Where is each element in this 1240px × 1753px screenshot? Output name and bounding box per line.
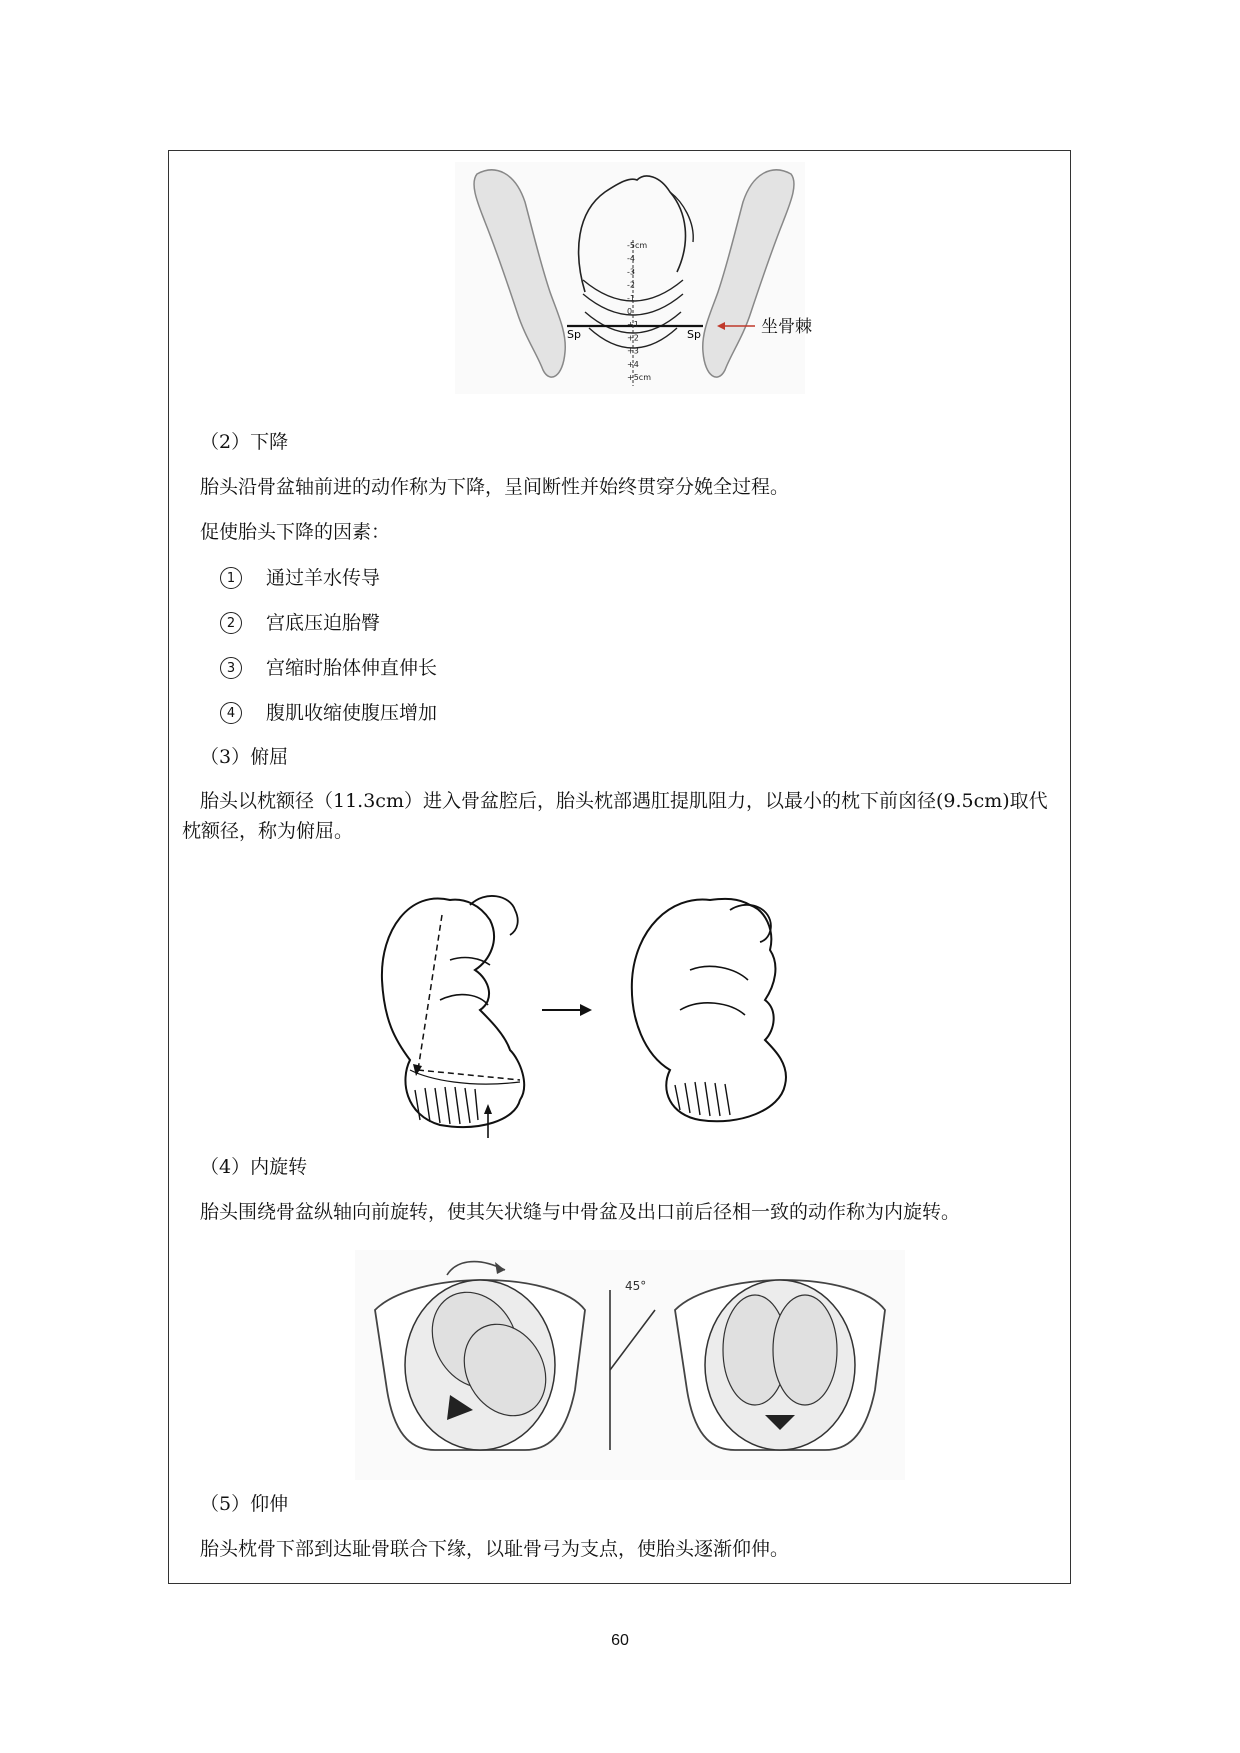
section5-heading: （5）仰伸 xyxy=(200,1493,289,1515)
section4-heading: （4）内旋转 xyxy=(200,1156,308,1178)
section5-para: 胎头枕骨下部到达耻骨联合下缘，以耻骨弓为支点，使胎头逐渐仰伸。 xyxy=(200,1538,790,1560)
list-item-text: 宫底压迫胎臀 xyxy=(266,612,381,634)
section3-heading: （3）俯屈 xyxy=(200,746,289,768)
list-item-text: 腹肌收缩使腹压增加 xyxy=(266,702,438,724)
section2-para1: 胎头沿骨盆轴前进的动作称为下降，呈间断性并始终贯穿分娩全过程。 xyxy=(200,476,790,498)
station-scale-label: 0 xyxy=(627,307,633,316)
station-scale-label: +1 xyxy=(627,320,639,330)
section3-para: 胎头以枕额径（11.3cm）进入骨盆腔后，胎头枕部遇肛提肌阻力，以最小的枕下前囟径(9.5cm)取代枕额径，称为俯屈。 xyxy=(182,790,1048,842)
station-scale-label: +2 xyxy=(627,333,639,343)
flexion-diagram xyxy=(370,870,890,1140)
callout-label: 坐骨棘 xyxy=(761,317,812,337)
list-item-text: 宫缩时胎体伸直伸长 xyxy=(266,657,438,679)
list-item-text: 通过羊水传导 xyxy=(266,567,381,589)
station-scale-label: +5cm xyxy=(627,373,651,382)
station-scale-label: +3 xyxy=(627,346,639,356)
section2-para2: 促使胎头下降的因素： xyxy=(200,521,391,543)
station-scale-label: -4 xyxy=(627,254,635,264)
list-item xyxy=(220,700,437,725)
station-scale-label: +4 xyxy=(627,359,639,369)
station-scale-label: -3 xyxy=(627,267,635,277)
list-item xyxy=(220,565,380,590)
sp-right-label: Sp xyxy=(687,328,701,341)
station-scale-label: -5cm xyxy=(627,241,648,250)
list-marker: 3 xyxy=(220,657,242,679)
list-marker: 4 xyxy=(220,702,242,724)
list-marker: 2 xyxy=(220,612,242,634)
internal-rotation-diagram xyxy=(355,1250,905,1480)
station-diagram xyxy=(455,162,815,394)
list-item xyxy=(220,655,437,680)
station-scale-label: -1 xyxy=(627,293,635,303)
page-number: 60 xyxy=(611,1632,629,1649)
angle-label: 45° xyxy=(625,1279,647,1293)
section2-heading: （2）下降 xyxy=(200,431,289,453)
station-scale-label: -2 xyxy=(627,280,635,290)
section4-para: 胎头围绕骨盆纵轴向前旋转，使其矢状缝与中骨盆及出口前后径相一致的动作称为内旋转。 xyxy=(200,1201,961,1223)
list-marker: 1 xyxy=(220,567,242,589)
list-item xyxy=(220,610,380,635)
sp-left-label: Sp xyxy=(567,328,581,341)
